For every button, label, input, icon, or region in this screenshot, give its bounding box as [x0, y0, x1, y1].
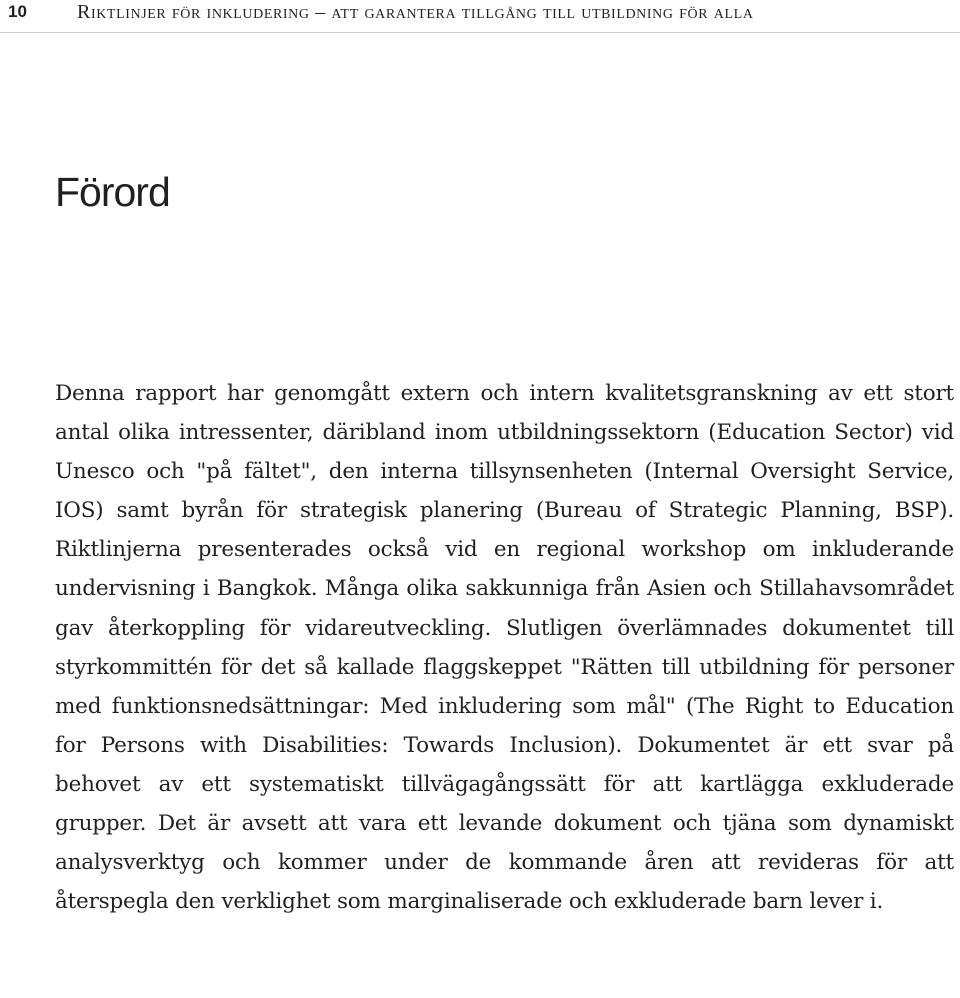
running-title: Riktlinjer för inkludering – att garantera tillgång till utbildning för alla [77, 1, 754, 23]
section-title: Förord [55, 169, 170, 215]
body-paragraph: Denna rapport har genomgått extern och intern kvalitetsgranskning av ett stort antal olika intressenter, däribland inom utbildningssektorn (Education Sector) vid Unesco och "på fältet", den interna tillsynsenheten (Internal Oversight Service, IOS) samt byrån för strategisk planering (Bureau of Strategic Planning, BSP). Riktlinjerna presenterades också vid en regional workshop om inkluderande undervisning i Bangkok. Många olika sakkunniga från Asien och Stillahavsområdet gav återkoppling för vidareutveckling. Slutligen överlämnades dokumentet till styrkommittén för det så kallade flaggskeppet "Rätten till utbildning för personer med funktionsnedsättningar: Med inkludering som mål" (The Right to Education for Persons with Disabilities: Towards Inclusion). Dokumentet är ett svar på behovet av ett systematiskt tillvägagångssätt för att kartlägga exkluderade grupper. Det är avsett att vara ett levande dokument och tjäna som dynamiskt analysverktyg och kommer under de kommande åren att revideras för att återspegla den verklighet som marginaliserade och exkluderade barn lever i. [55, 381, 954, 915]
page-number: 10 [8, 2, 27, 21]
running-header [0, 0, 960, 33]
